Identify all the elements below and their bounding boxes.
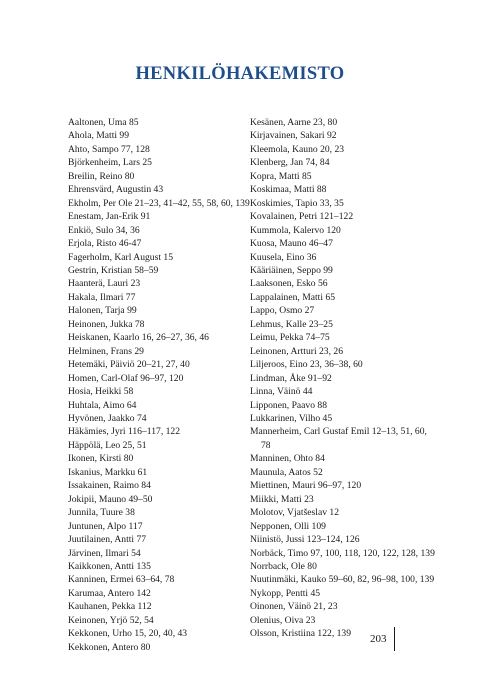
index-entry: Lukkarinen, Vilho 45 — [250, 412, 333, 424]
index-column-left — [68, 116, 253, 654]
index-entry: Lindman, Åke 91–92 — [250, 372, 332, 384]
index-entry: Aaltonen, Uma 85 — [68, 117, 139, 128]
index-entry: Huhtala, Aimo 64 — [68, 399, 137, 411]
index-entry: Mannerheim, Carl Gustaf Emil 12–13, 51, 60, 78 — [250, 426, 427, 451]
index-entry: Homen, Carl-Olaf 96–97, 120 — [68, 372, 184, 384]
index-entry: Jokipii, Mauno 49–50 — [68, 493, 153, 505]
index-entry: Lipponen, Paavo 88 — [250, 399, 328, 411]
index-entry: Heinonen, Jukka 78 — [68, 318, 145, 330]
index-entry: Lappalainen, Matti 65 — [250, 291, 335, 303]
index-entry: Koskimies, Tapio 33, 35 — [250, 197, 344, 209]
index-entry: Norbäck, Timo 97, 100, 118, 120, 122, 128, 139 — [250, 547, 435, 559]
index-entry: Halonen, Tarja 99 — [68, 305, 137, 317]
index-entry: Enestam, Jan-Erik 91 — [68, 211, 151, 223]
index-entry: Keinonen, Yrjö 52, 54 — [68, 614, 154, 626]
index-entry: Kauhanen, Pekka 112 — [68, 601, 152, 613]
index-entry: Oinonen, Väinö 21, 23 — [250, 601, 338, 613]
index-entry: Molotov, Vjatšeslav 12 — [250, 507, 340, 519]
index-entry: Junnila, Tuure 38 — [68, 507, 135, 519]
index-entry: Enkiö, Sulo 34, 36 — [68, 224, 140, 236]
index-entry: Järvinen, Ilmari 54 — [68, 547, 141, 559]
index-entry: Häppölä, Leo 25, 51 — [68, 439, 147, 451]
index-entry: Kuosa, Mauno 46–47 — [250, 238, 333, 250]
index-entry: Linna, Väinö 44 — [250, 386, 313, 398]
index-entry: Kanninen, Ermei 63–64, 78 — [68, 574, 175, 586]
index-entry: Hosia, Heikki 58 — [68, 386, 134, 398]
index-entry: Juutilainen, Antti 77 — [68, 534, 147, 546]
index-entry: Heiskanen, Kaarlo 16, 26–27, 36, 46 — [68, 332, 209, 344]
index-entry: Miikki, Matti 23 — [250, 493, 314, 505]
index-entry: Kekkonen, Antero 80 — [68, 641, 151, 653]
index-entry: Kekkonen, Urho 15, 20, 40, 43 — [68, 628, 188, 640]
index-entry: Kummola, Kalervo 120 — [250, 224, 341, 236]
index-entry: Miettinen, Mauri 96–97, 120 — [250, 480, 362, 492]
index-entry: Iskanius, Markku 61 — [68, 466, 148, 478]
index-entry: Nykopp, Pentti 45 — [250, 587, 321, 599]
index-entry: Karumaa, Antero 142 — [68, 587, 151, 599]
index-entry: Juntunen, Alpo 117 — [68, 520, 143, 532]
index-entry: Hetemäki, Päiviö 20–21, 27, 40 — [68, 359, 190, 371]
index-entry: Leimu, Pekka 74–75 — [250, 332, 330, 344]
index-entry: Niinistö, Jussi 123–124, 126 — [250, 534, 360, 546]
index-entry: Kesänen, Aarne 23, 80 — [250, 117, 338, 128]
index-entry: Maunula, Aatos 52 — [250, 466, 323, 478]
index-column-right — [250, 116, 435, 641]
index-entry: Kleemola, Kauno 20, 23 — [250, 143, 345, 155]
index-entry: Kopra, Matti 85 — [250, 170, 312, 182]
index-entry: Häkämies, Jyri 116–117, 122 — [68, 426, 181, 438]
index-entry: Kaikkonen, Antti 135 — [68, 560, 151, 572]
index-entry: Lappo, Osmo 27 — [250, 305, 315, 317]
index-entry: Liljeroos, Eino 23, 36–38, 60 — [250, 359, 363, 371]
index-entry: Nepponen, Olli 109 — [250, 520, 326, 532]
index-entry: Haanterä, Lauri 23 — [68, 278, 141, 290]
index-entry: Hyvönen, Jaakko 74 — [68, 412, 147, 424]
index-entry: Laaksonen, Esko 56 — [250, 278, 328, 290]
index-entry: Fagerholm, Karl August 15 — [68, 251, 173, 263]
index-entry: Lehmus, Kalle 23–25 — [250, 318, 333, 330]
index-entry: Björkenheim, Lars 25 — [68, 157, 152, 169]
index-entry: Kääriäinen, Seppo 99 — [250, 264, 333, 276]
index-entry: Kovalainen, Petri 121–122 — [250, 211, 354, 223]
index-entry: Olsson, Kristiina 122, 139 — [250, 628, 352, 640]
index-entry: Kirjavainen, Sakari 92 — [250, 130, 337, 142]
index-entry: Ehrensvärd, Augustin 43 — [68, 184, 164, 196]
index-entry: Ekholm, Per Ole 21–23, 41–42, 55, 58, 60, 139 — [68, 197, 250, 209]
page-title: HENKILÖHAKEMISTO — [135, 64, 345, 84]
index-entry: Helminen, Frans 29 — [68, 345, 144, 357]
index-entry: Norrback, Ole 80 — [250, 560, 317, 572]
index-entry: Issakainen, Raimo 84 — [68, 480, 151, 492]
index-entry: Manninen, Ohto 84 — [250, 453, 325, 465]
index-entry: Klenberg, Jan 74, 84 — [250, 157, 330, 169]
index-entry: Ikonen, Kirsti 80 — [68, 453, 134, 465]
page-number: 203 — [370, 633, 387, 645]
index-entry: Erjola, Risto 46-47 — [68, 238, 142, 250]
index-entry: Nuutinmäki, Kauko 59–60, 82, 96–98, 100, 139 — [250, 574, 435, 586]
index-entry: Gestrin, Kristian 58–59 — [68, 264, 159, 276]
index-entry: Breilin, Reino 80 — [68, 170, 135, 182]
index-entry: Olenius, Oiva 23 — [250, 614, 316, 626]
index-entry: Koskimaa, Matti 88 — [250, 184, 327, 196]
index-entry: Ahola, Matti 99 — [68, 130, 130, 142]
page-number-rule — [394, 627, 395, 651]
index-entry: Ahto, Sampo 77, 128 — [68, 143, 150, 155]
index-entry: Kuusela, Eino 36 — [250, 251, 317, 263]
index-entry: Leinonen, Artturi 23, 26 — [250, 345, 343, 357]
index-entry: Hakala, Ilmari 77 — [68, 291, 136, 303]
